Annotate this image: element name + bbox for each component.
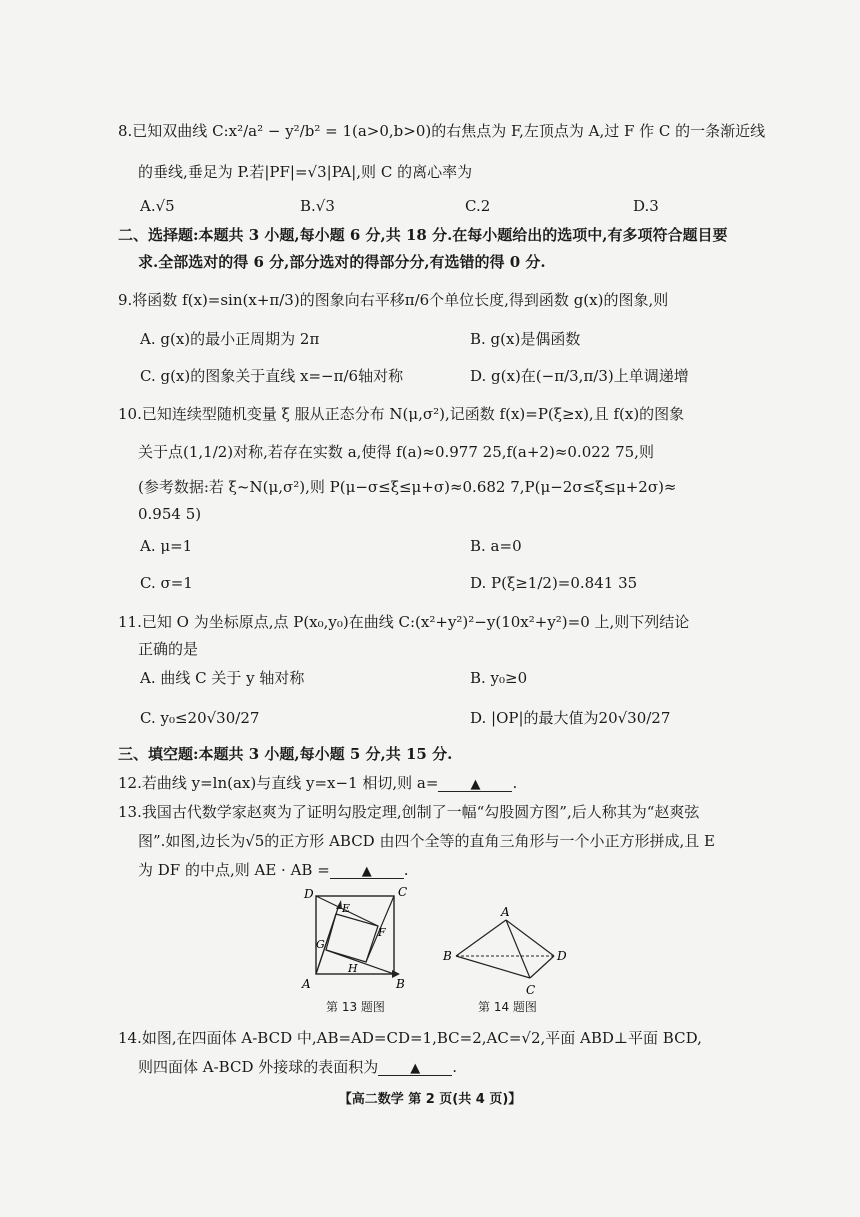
q14-line1: 14.如图,在四面体 A-BCD 中,AB=AD=CD=1,BC=2,AC=√2,平面 ABD⊥平面 BCD, (118, 1029, 702, 1047)
edge-ab (456, 920, 506, 956)
segment-b-to-g (326, 950, 394, 974)
q9-stem: 9.将函数 f(x)=sin(x+π/3)的图象向右平移π/6个单位长度,得到函数 g(x)的图象,则 (118, 291, 669, 309)
figure-14-tetrahedron (440, 906, 580, 998)
q13-answer-blank (330, 860, 404, 879)
figure-14-caption: 第 14 题图 (478, 1000, 537, 1014)
q9-option-a: A. g(x)的最小正周期为 2π (140, 330, 320, 348)
figure-13-zhao-shuang-diagram (298, 884, 418, 996)
q11-option-b: B. y₀≥0 (470, 669, 528, 687)
q8-option-d: D.3 (633, 197, 659, 215)
label-a: A (501, 906, 510, 919)
q10-line4: 0.954 5) (138, 505, 202, 523)
q12-answer-blank (438, 773, 512, 792)
q11-option-c: C. y₀≤20√30/27 (140, 709, 260, 727)
q9-option-d: D. g(x)在(−π/3,π/3)上单调递增 (470, 367, 689, 385)
section2-heading-line1: 二、选择题:本题共 3 小题,每小题 6 分,共 18 分.在每小题给出的选项中,有多项符合题目要 (118, 226, 728, 244)
q13-line2: 图”.如图,边长为√5的正方形 ABCD 由四个全等的直角三角形与一个小正方形拼成,且 E (138, 832, 715, 850)
label-g: G (316, 938, 325, 951)
edge-cd (530, 956, 554, 978)
q12-line: 12.若曲线 y=ln(ax)与直线 y=x−1 相切,则 a= ▲ . (118, 774, 518, 792)
q9-option-c: C. g(x)的图象关于直线 x=−π/6轴对称 (140, 367, 404, 385)
label-d: D (304, 887, 314, 901)
blank-triangle-icon: ▲ (361, 864, 372, 879)
label-a: A (302, 977, 311, 991)
label-b: B (396, 977, 405, 991)
section2-heading-line2: 求.全部选对的得 6 分,部分选对的得部分分,有选错的得 0 分. (138, 253, 546, 271)
label-h: H (348, 962, 358, 975)
q10-option-c: C. σ=1 (140, 574, 193, 592)
edge-bc (456, 956, 530, 978)
label-f: F (378, 926, 386, 939)
q14-answer-blank (378, 1057, 452, 1076)
section3-heading: 三、填空题:本题共 3 小题,每小题 5 分,共 15 分. (118, 745, 453, 763)
q10-option-d: D. P(ξ≥1/2)=0.841 35 (470, 574, 638, 592)
q8-option-c: C.2 (465, 197, 491, 215)
label-e: E (342, 902, 351, 915)
label-c: C (526, 983, 536, 997)
blank-triangle-icon: ▲ (470, 777, 481, 792)
q13-line1: 13.我国古代数学家赵爽为了证明勾股定理,创制了一幅“勾股圆方图”,后人称其为“赵爽弦 (118, 803, 700, 821)
q10-line3: (参考数据:若 ξ~N(μ,σ²),则 P(μ−σ≤ξ≤μ+σ)≈0.682 7,P(μ−2σ≤ξ≤μ+2σ)≈ (138, 478, 677, 496)
q13-line3: 为 DF 的中点,则 AE · AB = ▲ . (138, 861, 409, 879)
q8-option-b: B.√3 (300, 197, 335, 215)
q12-stem: 12.若曲线 y=ln(ax)与直线 y=x−1 相切,则 a= (118, 774, 439, 792)
q8-option-a: A.√5 (140, 197, 175, 215)
label-d: D (557, 949, 567, 963)
q14-line2: 则四面体 A-BCD 外接球的表面积为 ▲ . (138, 1058, 458, 1076)
q10-option-b: B. a=0 (470, 537, 522, 555)
q10-line1: 10.已知连续型随机变量 ξ 服从正态分布 N(μ,σ²),记函数 f(x)=P(ξ≥x),且 f(x)的图象 (118, 405, 685, 423)
q10-option-a: A. μ=1 (140, 537, 193, 555)
label-c: C (398, 885, 408, 899)
q8-line2: 的垂线,垂足为 P.若|PF|=√3|PA|,则 C 的离心率为 (138, 163, 473, 181)
q11-option-a: A. 曲线 C 关于 y 轴对称 (140, 669, 305, 687)
q10-line2: 关于点(1,1/2)对称,若存在实数 a,使得 f(a)≈0.977 25,f(a+2)≈0.022 75,则 (138, 443, 654, 461)
figure-13-caption: 第 13 题图 (326, 1000, 385, 1014)
q14-line2-text: 则四面体 A-BCD 外接球的表面积为 (138, 1058, 379, 1076)
q11-option-d: D. |OP|的最大值为20√30/27 (470, 709, 671, 727)
q8-line1: 8.已知双曲线 C:x²/a² − y²/b² = 1(a>0,b>0)的右焦点为 F,左顶点为 A,过 F 作 C 的一条渐近线 (118, 122, 766, 140)
page-footer: 【高二数学 第 2 页(共 4 页)】 (338, 1092, 522, 1107)
q11-line1: 11.已知 O 为坐标原点,点 P(x₀,y₀)在曲线 C:(x²+y²)²−y(10x²+y²)=0 上,则下列结论 (118, 613, 690, 631)
q9-option-b: B. g(x)是偶函数 (470, 330, 581, 348)
q13-line3-text: 为 DF 的中点,则 AE · AB = (138, 861, 330, 879)
label-b: B (443, 949, 452, 963)
blank-triangle-icon: ▲ (410, 1061, 421, 1076)
q11-line2: 正确的是 (138, 640, 199, 658)
